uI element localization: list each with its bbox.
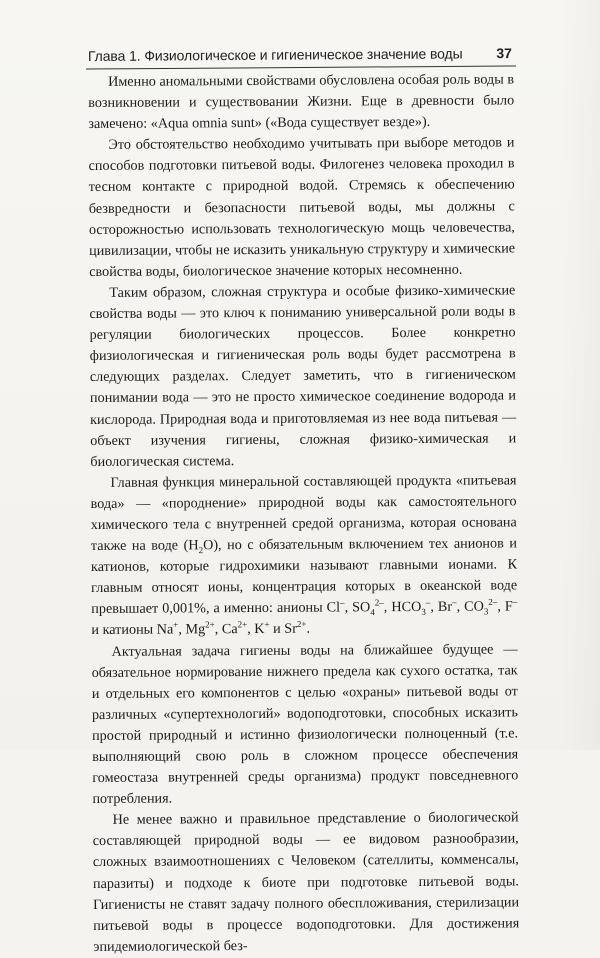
superscript: + — [264, 619, 270, 630]
text-fragment: , CO — [456, 598, 484, 616]
text-fragment: , K — [247, 621, 265, 638]
paragraph-2: Это обстоятельство необходимо учитывать при выборе методов и способов подготовки питьевой воды. Филогенез человека проходил в тесном контакте с природной водой. Стремясь к обеспечению безвредности и безопасности питьевой воды, мы должны с осторожностью использовать технологическую мощь человечества, цивилизации, чтобы не исказить уникальную структуру и химические свойства воды, биологическое значение которых несомненно. — [88, 134, 516, 280]
superscript: – — [340, 598, 345, 609]
running-header — [88, 39, 512, 64]
subscript: 2 — [198, 545, 204, 556]
paragraph-3: Таким образом, сложная структура и особые физико-химические свойства воды — это ключ к пониманию универсальной роли воды в регуляции биологических процессов. Более конкретно физиологическая и гигиеническая роль воды будет рассмотрена в следующих разделах. Следует заметить, что в гигиеническом понимании вода — это не просто химическое соединение водорода и кислорода. Природная вода и приготовляемая из нее вода питьевая — объект изучения гигиены, сложная физико-химическая и биологическая система. — [89, 282, 517, 470]
chapter-title: Глава 1. Физиологическое и гигиеническое значение воды — [87, 45, 463, 64]
superscript: + — [173, 620, 179, 631]
superscript: 2+ — [296, 619, 307, 630]
text-fragment: и Sr — [269, 621, 297, 638]
superscript: 2– — [374, 597, 384, 608]
subscript: 3 — [483, 606, 489, 617]
text-fragment: , SO — [344, 599, 371, 616]
text-fragment: , Mg — [178, 621, 206, 638]
text-fragment: , Br — [430, 599, 453, 616]
superscript: 2+ — [237, 619, 248, 630]
text-fragment: и катионы Na — [91, 621, 174, 639]
paragraph-4 — [90, 470, 517, 641]
body-text — [88, 69, 519, 958]
paragraph-5: Актуальная задача гигиены воды на ближайшее будущее — обязательное нормирование нижнего предела как сухого остатка, так и отдельных его компонентов с целью «охраны» питьевой воды от различных «супертехнологий» водоподготовки, способных исказить простой природный и истинно физиологически полноценный (т.е. выполняющий свою роль в сложном процессе обеспечения гомеостаза внутренней среды организма) продукт повседневного потребления. — [91, 640, 519, 808]
superscript: 2– — [488, 597, 498, 608]
subscript: 3 — [421, 607, 426, 618]
text-fragment: , Ca — [214, 621, 238, 638]
superscript: – — [451, 597, 457, 608]
text-fragment: . — [306, 621, 311, 638]
page-number: 37 — [496, 45, 512, 62]
text-fragment: Главная функция минеральной составляющей продукта «питьевая вода» — «породнение» природной воды как самостоятельного химического тела с внутренней средой организма, которая основана также на воде (H — [90, 472, 517, 555]
superscript: – — [425, 597, 431, 608]
text-fragment: , F — [497, 598, 513, 615]
subscript: 4 — [370, 607, 375, 618]
page-shadow — [560, 0, 600, 750]
superscript: – — [512, 596, 518, 608]
paragraph-1: Именно аномальными свойствами обусловлена особая роль воды в возникновении и существовании Жизни. Еще в древности было замечено: «Aqua omnia sunt» («Вода существует везде»). — [88, 71, 515, 133]
text-fragment: , HCO — [383, 599, 422, 616]
paragraph-6: Не менее важно и правильное представление о биологической составляющей природной воды — ее видовом разнообразии, сложных взаимоотношениях с Человеком (сателлиты, комменсалы, паразиты) и подходе к биоте при подготовке питьевой воды. Гигиенисты не ставят задачу полного обеспложивания, стерилизации питьевой воды в процессе водоподготовки. Для достижения эпидемиологической без- — [92, 809, 520, 955]
text-fragment: O), но с обязательным включением тех анионов и катионов, которые гидрохимики называют главными ионами. К главным относят ионы, концентрация которых в океанской воде превышает 0,001%, а именно: анионы Cl — [90, 535, 518, 618]
superscript: 2+ — [205, 619, 215, 630]
